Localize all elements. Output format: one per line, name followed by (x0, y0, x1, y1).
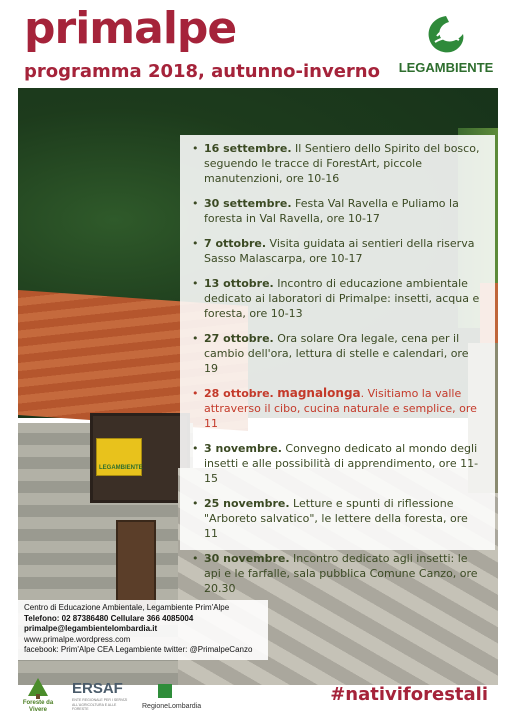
swan-leaf-icon (423, 14, 469, 56)
legambiente-logo-text: LEGAMBIENTE (398, 60, 494, 75)
regione-lombardia-text: RegioneLombardia (142, 703, 202, 710)
bullet-icon: • (192, 387, 199, 400)
event-item: • 16 settembre. Il Sentiero dello Spirito del bosco, seguendo le tracce di ForestArt, piccole manutenzioni, ore 10-16 (192, 142, 480, 185)
contact-email: primalpe@legambientelombardia.it (24, 624, 158, 633)
ersaf-subtitle: ENTE REGIONALE PER I SERVIZI ALL'AGRICOLTURA E ALLE FORESTE (72, 698, 128, 711)
contact-website: www.primalpe.wordpress.com (24, 634, 131, 644)
bullet-icon: • (192, 552, 199, 565)
events-panel (180, 135, 495, 595)
event-item: • 25 novembre. Letture e spunti di riflessione "Arboreto salvatico", le lettere della foresta, ore 11 (192, 497, 468, 540)
wooden-door (116, 520, 156, 610)
event-item: • 3 novembre. Convegno dedicato al mondo degli insetti e alle possibilità di apprendimento, ore 11-15 (192, 442, 479, 485)
contact-org: Centro di Educazione Ambientale, Legambiente Prim'Alpe (24, 603, 230, 612)
contact-box (18, 600, 268, 660)
bullet-icon: • (192, 497, 199, 510)
contact-social: facebook: Prim'Alpe CEA Legambiente twitter: @PrimalpeCanzo (24, 645, 253, 654)
footer-logos (18, 676, 202, 716)
event-item: • 7 ottobre. Visita guidata ai sentieri della riserva Sasso Malascarpa, ore 10-17 (192, 237, 475, 265)
bullet-icon: • (192, 332, 199, 345)
event-item: • 30 settembre. Festa Val Ravella e Puliamo la foresta in Val Ravella, ore 10-17 (192, 197, 459, 225)
bullet-icon: • (192, 442, 199, 455)
bullet-icon: • (192, 277, 199, 290)
bullet-icon: • (192, 237, 199, 250)
tree-icon (18, 676, 58, 700)
regione-lombardia-icon (158, 684, 172, 698)
banner-text: LEGAMBIENTE (99, 465, 143, 471)
bullet-icon: • (192, 142, 199, 155)
contact-phone: Telefono: 02 87386480 Cellulare 366 4085004 (24, 613, 194, 623)
foreste-da-vivere-logo (18, 676, 58, 716)
hashtag: #nativiforestali (330, 684, 488, 705)
page-title: primalpe (24, 3, 237, 54)
event-highlight-title: magnalonga (277, 386, 361, 400)
foreste-da-vivere-text: Foreste da Vivere (22, 700, 54, 713)
legambiente-banner (96, 438, 142, 476)
page-subtitle: programma 2018, autunno-inverno (24, 61, 380, 82)
event-item: • 30 novembre. Incontro dedicato agli insetti: le api e le farfalle, sala pubblica Comune Canzo, ore 20.30 (192, 552, 478, 595)
event-item: • 27 ottobre. Ora solare Ora legale, cena per il cambio dell'ora, lettura di stelle e calendari, ore 19 (192, 332, 469, 375)
legambiente-logo (396, 14, 496, 75)
event-item: • 13 ottobre. Incontro di educazione ambientale dedicato ai laboratori di Primalpe: insetti, acqua e foresta, ore 10-13 (192, 277, 480, 320)
event-item-highlight: • 28 ottobre. magnalonga. Visitiamo la valle attraverso il cibo, cucina naturale e semplice, ore 11 (192, 386, 477, 430)
ersaf-logo: ERSAF (72, 680, 123, 697)
bullet-icon: • (192, 197, 199, 210)
